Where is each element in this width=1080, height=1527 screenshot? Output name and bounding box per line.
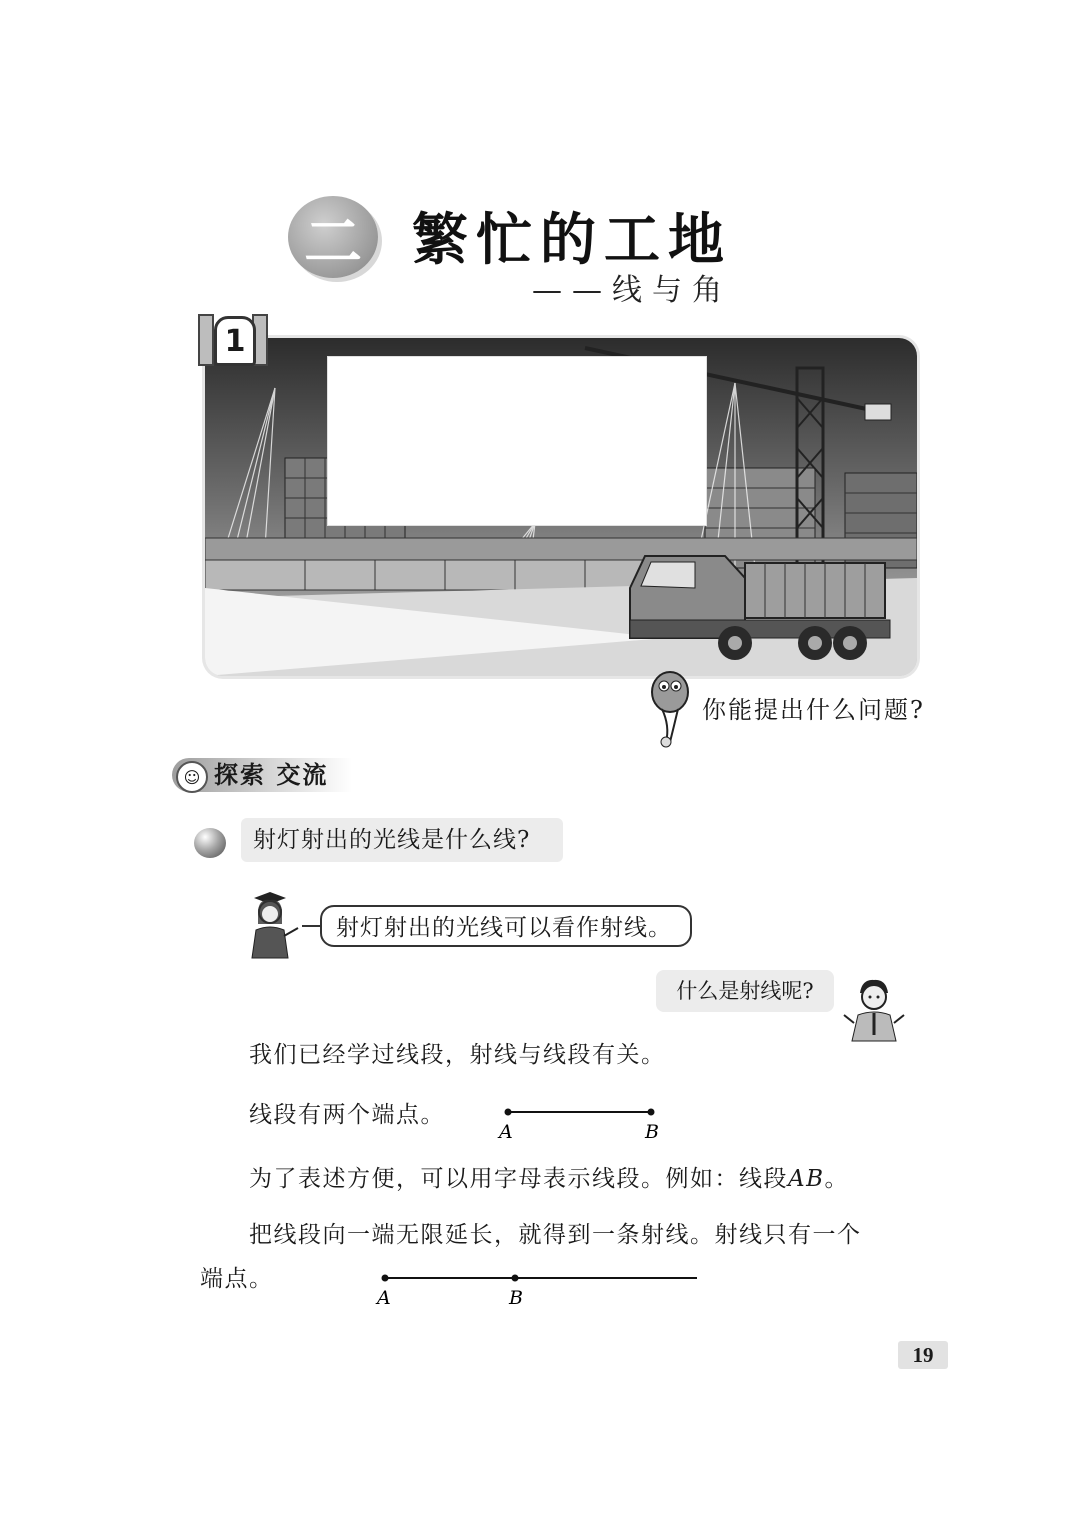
paragraph-1: 我们已经学过线段，射线与线段有关。 — [249, 1042, 666, 1068]
speech-connector — [302, 925, 322, 927]
segment-point-a — [505, 1109, 512, 1116]
ray-point-a — [382, 1275, 389, 1282]
page-number: 19 — [898, 1341, 948, 1369]
ray-ab-figure — [372, 1266, 712, 1312]
explore-icon: ☺ — [176, 761, 208, 793]
chapter-subtitle: ——线与角 — [532, 273, 732, 308]
mascot-icon — [640, 664, 700, 749]
window-shutter-left — [198, 314, 214, 366]
section-header — [172, 758, 352, 792]
chapter-number-badge — [288, 196, 378, 278]
chapter-number: 二 — [303, 208, 362, 276]
section-title: 探索 交流 — [214, 761, 329, 789]
student-speech-bubble: 什么是射线呢? — [656, 970, 834, 1012]
teacher-avatar-icon — [238, 890, 300, 960]
segment-label-a: A — [499, 1121, 513, 1143]
paragraph-4-line-2: 端点。 — [200, 1266, 274, 1292]
paragraph-3-suffix: 。 — [824, 1166, 850, 1192]
segment-label-b: B — [645, 1121, 659, 1143]
paragraph-3-prefix: 为了表述方便，可以用字母表示线段。例如：线段 — [249, 1166, 788, 1192]
bullet-ball-icon — [194, 828, 226, 858]
blank-overlay-box — [327, 356, 707, 526]
ray-label-a: A — [377, 1287, 391, 1309]
student-avatar-icon — [838, 975, 908, 1043]
ray-point-b — [512, 1275, 519, 1282]
chapter-title: 繁忙的工地 — [412, 208, 732, 273]
ray-label-b: B — [509, 1287, 523, 1309]
exercise-number-badge — [198, 306, 270, 366]
paragraph-2: 线段有两个端点。 — [249, 1102, 445, 1128]
segment-ab-figure — [495, 1100, 665, 1146]
question-box: 射灯射出的光线是什么线? — [241, 818, 563, 862]
segment-point-b — [648, 1109, 655, 1116]
segment-name-ab: AB — [788, 1166, 825, 1192]
prompt-question: 你能提出什么问题? — [702, 696, 925, 724]
teacher-speech-bubble: 射灯射出的光线可以看作射线。 — [320, 905, 692, 947]
exercise-number: 1 — [214, 316, 256, 366]
paragraph-4-line-1: 把线段向一端无限延长，就得到一条射线。射线只有一个 — [249, 1222, 862, 1248]
paragraph-3 — [249, 1162, 849, 1196]
